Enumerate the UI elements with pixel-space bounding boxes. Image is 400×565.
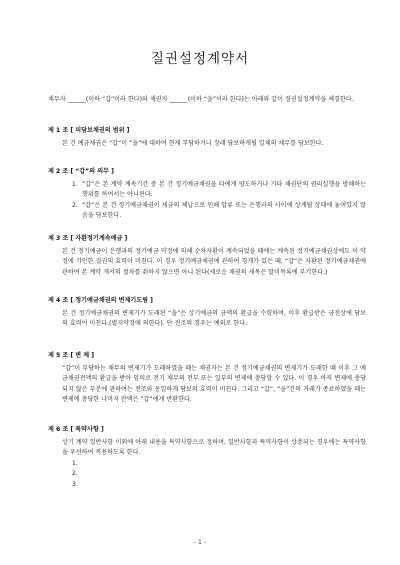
- article-4: [48, 296, 366, 330]
- list-item-text: [82, 469, 366, 480]
- page-number: - 1 -: [193, 538, 207, 546]
- document-title: 질권설정계약서: [150, 51, 250, 67]
- article-3-heading: 제 3 조 [ 자환정기계속예금 ]: [48, 235, 128, 242]
- list-item-text: “갑”은 본 계약 계속기간 중 본 건 정기예금채권을 타에게 양도하거나 기타 채권단의 권리실행을 방해하는 행위를 하여서는 아니된다.: [82, 180, 366, 198]
- list-item-number: 1.: [72, 459, 78, 467]
- list-item-number: 1.: [72, 180, 78, 188]
- list-item: [72, 469, 366, 480]
- article-6-list: [48, 459, 366, 491]
- intro-paragraph: 채무자 ______(이하 “갑”이라 한다)와 채권자 ______(이하 “을”이라 한다)는 아래와 같이 질권설정계약을 체결한다.: [48, 96, 354, 103]
- list-item-number: 2.: [72, 201, 78, 209]
- article-2-heading: 제 2 조 [ “갑”의 의무 ]: [48, 168, 114, 175]
- article-2: [48, 167, 366, 222]
- list-item: [72, 459, 366, 470]
- article-4-heading: 제 4 조 [ 정기예금채권의 변제기도림 ]: [48, 297, 153, 304]
- article-1-body: 본 건 예금채권은 “갑”이 “을”에 대하여 현재 부담하거나 장래 담보하게될 일체의 채무를 담보한다.: [62, 139, 324, 147]
- article-5: [48, 351, 366, 406]
- article-3-body: 본 건 정기예금이 은행과의 정기예금 약정에 의해 순차자환이 계속되었을 때에는 계속된 정기예금채권상에도 이 약정에 기인한 질권의 효력이 미친다. 이 경우 정기예금채권에 관하여 경개가 있은 때, “갑”은 자환된 정기예금채권에 관하여 본 계약 개서의 절차를 취하지 않으면 아니 된다(새로운 채권의 세목은 말미목록에 부기한다.): [62, 247, 366, 276]
- article-5-body: “갑”이 부담하는 채무의 변제기가 도래하였을 때는 채권자는 본 건 정기예금채권의 변제기가 도래한 때 이후 그 예금채권전액의 환급을 받아 임의로 전기 채무의 전부 또는 일부의 변제에 충당할 수 있다. 이 경우 아직 변제에 충당되지 않은 부분에 관하여는 전조와 동일하게 담보의 효력이 미친다. 그리고 “갑”, “을”간의 거래가 종료하였을 때는 변제에 충당한 나머지 잔액은 “갑”에게 반환한다.: [62, 364, 366, 403]
- article-5-heading: 제 5 조 [ 변 제 ]: [48, 352, 95, 359]
- article-3: [48, 234, 366, 278]
- article-1-heading: 제 1 조 [ 피담보채권의 범위 ]: [48, 127, 130, 134]
- list-item-text: “갑”은 본 건 정기예금채권이 세금의 체납으로 인해 압류 또는 은행과의 사이에 상계될 상태에 놓여있지 않음을 담보한다.: [82, 201, 366, 219]
- list-item: [72, 201, 366, 222]
- article-6: [48, 425, 366, 490]
- article-1: [48, 126, 366, 149]
- list-item-text: [82, 459, 366, 470]
- article-6-heading: 제 6 조 [ 특약사항 ]: [48, 426, 104, 433]
- list-item-text: [82, 480, 366, 491]
- article-6-body: 상기 계약 일반사항 이외에 아래 내용을 특약사항으로 정하며, 일반사항과 특약사항이 상충되는 경우에는 특약사항을 우선하여 적용하도록 한다.: [62, 438, 366, 456]
- list-item-number: 3.: [72, 480, 78, 488]
- list-item-number: 2.: [72, 470, 78, 477]
- article-4-body: 본 건 정기예금채권의 변제기가 도래된 “을”은 상기예금의 금액의 환급을 수령하며, 이후 환급받은 금전상에 담보의 효력이 미친다.(별지약정에 의한다). 단 전조의 경우는 예외로 한다.: [62, 309, 366, 327]
- list-item: [72, 180, 366, 201]
- article-2-list: [48, 180, 366, 222]
- list-item: [72, 480, 366, 491]
